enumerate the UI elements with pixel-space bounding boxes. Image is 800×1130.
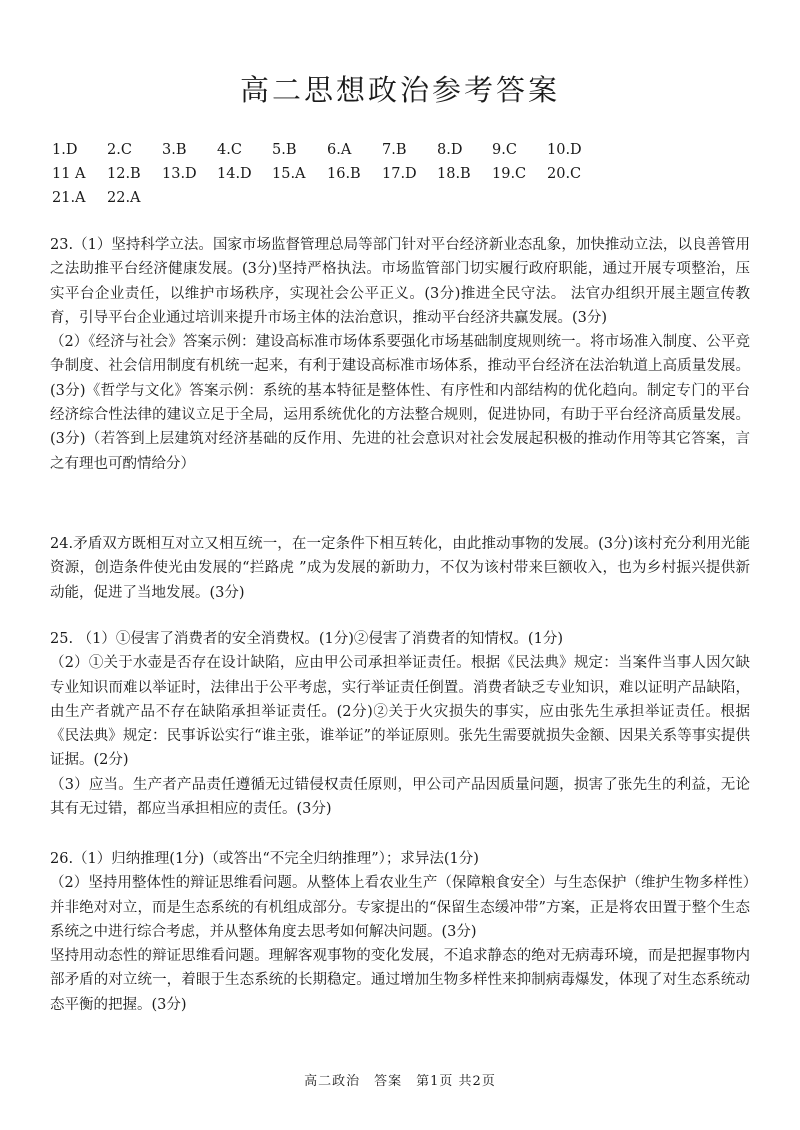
q25-part3: （3）应当。生产者产品责任遵循无过错侵权责任原则，甲公司产品因质量问题，损害了张先生的利益，无论其有无过错，都应当承担相应的责任。(3分) <box>50 776 750 818</box>
mc-answer: 10.D <box>547 142 582 158</box>
mc-answer: 11 A <box>52 166 86 182</box>
mc-answer: 5.B <box>272 142 297 158</box>
mc-answer: 7.B <box>382 142 407 158</box>
question-24-answer <box>50 532 750 605</box>
mc-answer: 4.C <box>217 142 242 158</box>
page-title: 高二思想政治参考答案 <box>239 73 560 107</box>
q23-part1: 23.（1）坚持科学立法。国家市场监督管理总局等部门针对平台经济新业态乱象，加快推动立法，以良善管用之法助推平台经济健康发展。(3分)坚持严格执法。市场监管部门切实履行政府职能，通过开展专项整治，压实平台企业责任，以维护市场秩序，实现社会公平正义。(3分)推进全民守法。 法官办组织开展主题宣传教育，引导平台企业通过培训来提升市场主体的法治意识，推动平台经济共赢发展。(3分) <box>50 237 750 326</box>
mc-answer: 13.D <box>162 166 197 182</box>
question-25-answer <box>50 627 750 821</box>
mc-answer: 19.C <box>492 166 527 182</box>
question-26-answer <box>50 847 750 1017</box>
q26-part1: 26.（1）归纳推理(1分)（或答出“不完全归纳推理”）；求异法(1分) <box>50 851 479 867</box>
mc-answer: 16.B <box>327 166 361 182</box>
mc-answer: 9.C <box>492 142 517 158</box>
mc-answer: 12.B <box>107 166 141 182</box>
mc-answer: 1.D <box>52 142 78 158</box>
mc-answer: 14.D <box>217 166 252 182</box>
mc-row <box>52 190 602 214</box>
question-23-answer <box>50 233 750 476</box>
multiple-choice-answers <box>52 142 602 214</box>
mc-answer: 2.C <box>107 142 132 158</box>
mc-answer: 8.D <box>437 142 463 158</box>
mc-answer: 15.A <box>272 166 306 182</box>
q26-part3: 坚持用动态性的辩证思维看问题。理解客观事物的变化发展，不追求静态的绝对无病毒环境，而是把握事物内部矛盾的对立统一，着眼于生态系统的长期稳定。通过增加生物多样性来抑制病毒爆发，体现了对生态系统动态平衡的把握。(3分) <box>50 948 750 1013</box>
mc-answer: 17.D <box>382 166 417 182</box>
mc-answer: 21.A <box>52 190 86 206</box>
mc-answer: 6.A <box>327 142 352 158</box>
page-footer: 高二政治 答案 第1页 共2页 <box>304 1074 496 1089</box>
q25-part1: 25. （1）①侵害了消费者的安全消费权。(1分)②侵害了消费者的知情权。(1分) <box>50 631 563 647</box>
q24-text: 24.矛盾双方既相互对立又相互统一，在一定条件下相互转化，由此推动事物的发展。(3分)该村充分利用光能资源，创造条件使光由发展的“拦路虎 ”成为发展的新助力，不仅为该村带来巨额收入，也为乡村振兴提供新动能，促进了当地发展。(3分) <box>50 536 750 601</box>
q26-part2: （2）坚持用整体性的辩证思维看问题。从整体上看农业生产（保障粮食安全）与生态保护（维护生物多样性）并非绝对对立，而是生态系统的有机组成部分。专家提出的“保留生态缓冲带”方案，正是将农田置于整个生态系统之中进行综合考虑，并从整体角度去思考如何解决问题。(3分) <box>50 875 750 940</box>
mc-answer: 18.B <box>437 166 471 182</box>
mc-answer: 22.A <box>107 190 141 206</box>
q23-part2: （2）《经济与社会》答案示例：建设高标准市场体系要强化市场基础制度规则统一。将市场准入制度、公平竞争制度、社会信用制度有机统一起来，有利于建设高标准市场体系，推动平台经济在法治轨道上高质量发展。(3分)《哲学与文化》答案示例：系统的基本特征是整体性、有序性和内部结构的优化趋向。制定专门的平台经济综合性法律的建议立足于全局，运用系统优化的方法整合规则，促进协同，有助于平台经济高质量发展。(3分)（若答到上层建筑对经济基础的反作用、先进的社会意识对社会发展起积极的推动作用等其它答案，言之有理也可酌情给分） <box>50 334 750 472</box>
mc-answer: 20.C <box>547 166 582 182</box>
mc-answer: 3.B <box>162 142 187 158</box>
mc-row <box>52 142 602 166</box>
q25-part2: （2）①关于水壶是否存在设计缺陷，应由甲公司承担举证责任。根据《民法典》规定：当案件当事人因欠缺专业知识而难以举证时，法律出于公平考虑，实行举证责任倒置。消费者缺乏专业知识，难以证明产品缺陷，由生产者就产品不存在缺陷承担举证责任。(2分)②关于火灾损失的事实，应由张先生承担举证责任。根据《民法典》规定：民事诉讼实行“谁主张，谁举证”的举证原则。张先生需要就损失金额、因果关系等事实提供证据。(2分) <box>50 655 750 769</box>
mc-row <box>52 166 602 190</box>
